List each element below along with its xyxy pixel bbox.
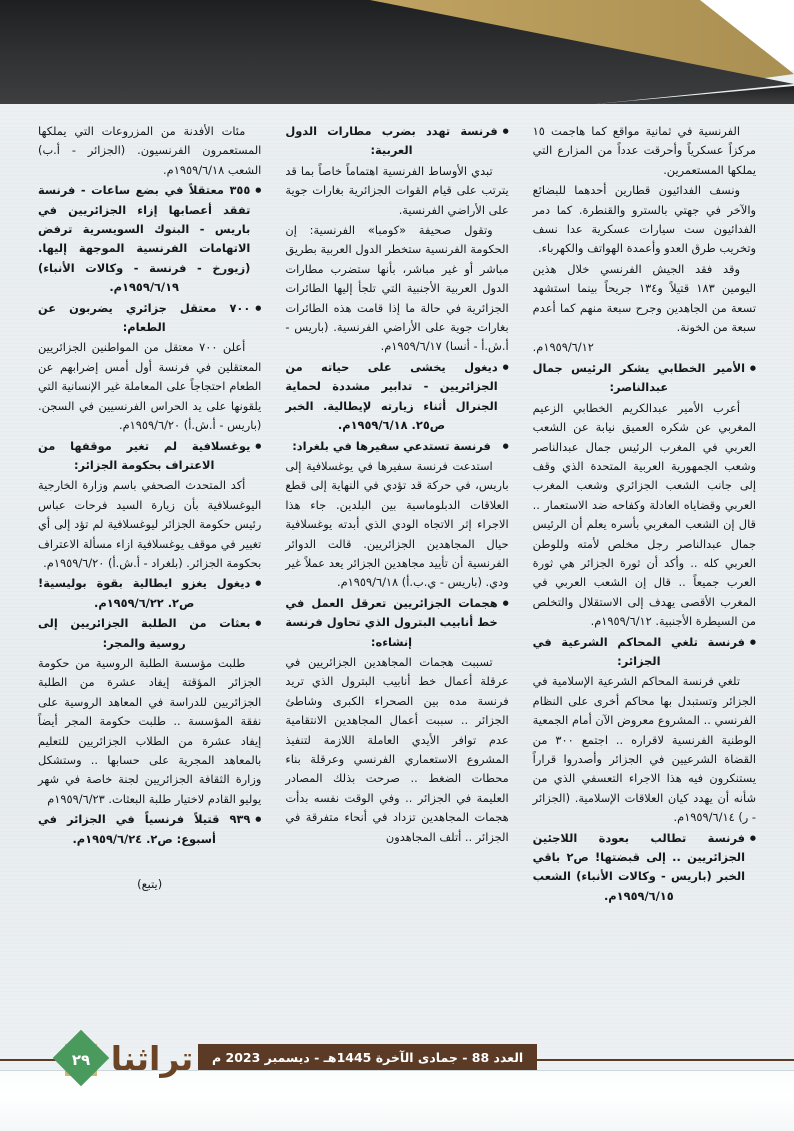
page-footer — [0, 1035, 794, 1131]
footer-content — [0, 1035, 794, 1085]
news-headline: ● فرنسة تطالب بعودة اللاجئين الجزائريين .. إلى قبضتها! ص٢ باقي الخبر (باريس - وكالات الأنباء) الشعب ١٩٥٩/٦/١٥م. — [533, 829, 756, 907]
news-headline: ● فرنسة تهدد بضرب مطارات الدول العربية: — [285, 122, 508, 161]
issue-banner: العدد 88 - جمادى الآخرة 1445هـ - ديسمبر 2023 م — [198, 1044, 537, 1070]
news-headline: ● هجمات الجزائريين تعرقل العمل في خط أنابيب البترول الذي تحاول فرنسة إنشاءه: — [285, 594, 508, 652]
news-headline: ● ٩٣٩ قتيلاً فرنسياً في الجزائر في أسبوع: ص٢. ١٩٥٩/٦/٢٤م. — [38, 810, 261, 849]
paragraph: أكد المتحدث الصحفي باسم وزارة الخارجية اليوغسلافية بأن زيارة السيد فرحات عباس رئيس حكومة الجزائر ليوغسلافية لم تؤد إلى أي تغيير في موقف يوغسلافية ازاء مسألة الاعتراف بحكومة الجزائر. (بلغراد - أ.ش.أ) ١٩٥٩/٦/٢٠م. — [38, 478, 262, 570]
column-middle — [273, 122, 520, 1032]
news-headline: ● الأمير الخطابي يشكر الرئيس جمال عبدالناصر: — [533, 359, 756, 398]
news-headline: ● يوغسلافية لم تغير موقفها من الاعتراف بحكومة الجزائر: — [38, 437, 261, 476]
page-number: ٢٩ — [71, 1051, 91, 1069]
news-headline: ● ديغول يغزو ايطالية بقوة بوليسية! ص٢. ١٩٥٩/٦/٢٢م. — [38, 574, 261, 613]
article-columns — [26, 122, 768, 1032]
news-headline: ● ٧٠٠ معتقل جزائري يضربون عن الطعام: — [38, 299, 261, 338]
source-line: ١٩٥٩/٦/١٢م. — [532, 340, 594, 355]
paragraph: تبدي الأوساط الفرنسية اهتماماً خاصاً بما قد يترتب على قيام القوات الجزائرية بغارات جوية على الأراضي الفرنسية. — [285, 163, 509, 217]
paragraph: مئات الأفدنة من المزروعات التي يملكها المستعمرون الفرنسيون. (الجزائر - أ.ب) الشعب ١٩٥٩/٦/١٨م. — [38, 124, 262, 177]
paragraph: تلغي فرنسة المحاكم الشرعية الإسلامية في الجزائر وتستبدل بها محاكم أخرى على النظام الفرنسي .. المشروع معروض الآن أمام الجمعية الوطنية الفرنسية لاقراره .. اجتمع ٣٠٠ من القضاة الشرعيين في الجزائر وأصدروا قراراً يستنكرون فيه هذا الاجراء التعسفي الذي من شأنه أن يهدد كيان العلاقات الإسلامية. (الجزائر - ر) ١٩٥٩/٦/١٤م. — [532, 674, 756, 825]
news-headline: ● بعثات من الطلبة الجزائريين إلى روسية والمجر: — [38, 614, 261, 653]
news-headline: ● ٣٥٥ معتقلاً في بضع ساعات - فرنسة تفقد أعصابها إزاء الجزائريين في باريس - البنوك السويسرية ترفض الاتهامات الفرنسية الموجهة إليها. (زيورخ - فرنسة - وكالات الأنباء) ١٩٥٩/٦/١٩م. — [38, 181, 261, 297]
news-headline: ● فرنسة تلغي المحاكم الشرعية في الجزائر: — [533, 633, 756, 672]
paragraph: الفرنسية في ثمانية مواقع كما هاجمت ١٥ مركزاً عسكرياً وأحرقت عدداً من المزارع التي يملكها المستعمرين. — [532, 124, 756, 177]
news-headline: ● ديغول يخشى على حياته من الجزائريين - تدابير مشددة لحماية الجنرال أثناء زيارته لإيطالية. الخبر ص٢٥. ١٩٥٩/٦/١٨م. — [285, 358, 508, 436]
paragraph: أعلن ٧٠٠ معتقل من المواطنين الجزائريين المعتقلين في فرنسة أول أمس إضرابهم عن الطعام احتجاجاً على المعاملة غير الإنسانية التي يلقونها على يد الحراس الفرنسيين في السجن. (باريس - أ.ش.أ) ١٩٥٩/٦/٢٠م. — [38, 340, 262, 433]
paragraph: طلبت مؤسسة الطلبة الروسية من حكومة الجزائر المؤقتة إيفاد عشرة من الطلبة الجزائريين للدراسة في المعاهد الروسية على نفقة المؤسسة .. طلبت حكومة المجر أيضاً إيفاد عشرة من الطلاب الجزائريين للتعليم بالمعاهد المجرية على حسابها .. وستشكل وزارة الثقافة الجزائريين لجنة خاصة في شهر يوليو القادم لاختيار طلبة البعثات. ١٩٥٩/٦/٢٣م — [38, 655, 262, 806]
continuation-marker: (يتبع) — [137, 877, 163, 892]
page-number-badge — [58, 1037, 104, 1083]
header-chevron-graphic — [0, 0, 794, 104]
column-left — [26, 122, 273, 1032]
news-headline: ● فرنسة تستدعي سفيرها في بلغراد: — [285, 437, 508, 456]
paragraph: تسببت هجمات المجاهدين الجزائريين في عرقلة أعمال خط أنابيب البترول الذي تريد فرنسة مده بين الصحراء الكبرى وشاطئ الجزائر .. سببت أعمال المجاهدين الانتقامية عدم توافر الأيدي العاملة اللازمة لتنفيذ المشروع الاستعماري الفرنسي وعرقلة بناء محطات الضغط .. صرحت بذلك المصادر العليمة في الجزائر .. وفي الوقت نفسه بدأت هجمات المجاهدين تزداد في أنحاء متفرقة في الجزائر .. أتلف المجاهدون — [285, 654, 509, 844]
magazine-masthead: تراثنا — [110, 1038, 194, 1078]
paragraph: وقد فقد الجيش الفرنسي خلال هذين اليومين ١٨٣ قتيلاً و١٣٤ جريحاً بينما استشهد تسعة من الجاهدين وجرح سبعة منهم كما أعدم سبعة من الخونة. — [532, 261, 756, 335]
header-decorative-band — [0, 0, 794, 104]
paragraph: وتقول صحيفة «كومبا» الفرنسية: إن الحكومة الفرنسية ستخطر الدول العربية بطريق مباشر أو غير مباشر، بأنها ستضرب مطارات الدول العربية الأجنبية التي تلجأ إليها الطائرات الجزائرية في حالة ما إذا قامت هذه الطائرات بغارات جوية على الأراضي الفرنسية. (باريس - أ.ش.أ - أنسا) ١٩٥٩/٦/١٧م. — [285, 223, 509, 354]
paragraph: استدعت فرنسة سفيرها في يوغسلافية إلى باريس، في حركة قد تؤدي في النهاية إلى قطع العلاقات الدبلوماسية بين البلدين. جاء هذا الاجراء إثر الاتجاه الودي الذي أبدته يوغسلافية حيال المجاهدين الجزائريين. قالت الدوائر الفرنسية أن تأييد مجاهدين الجزائر يعد عملاً غير ودي. (باريس - ي.ب.أ) ١٩٥٩/٦/١٨م. — [285, 458, 509, 590]
paragraph: أعرب الأمير عبدالكريم الخطابي الزعيم المغربي عن شكره العميق نيابة عن الشعب العربي في المغرب الرئيس جمال عبدالناصر وشعب الجمهورية العربية المتحدة الذي وقف إلى جانب الشعب الجزائري وشعب المغرب العربي وقضاياه العادلة وكفاحه ضد الاستعمار .. قال إن الشعب المغربي بأسره يعلم أن الرئيس جمال عبدالناصر رجل مخلص لأمته وللوطن العربي كله .. وأكد أن ثورة الجزائر هي ثورة العرب جميعاً .. قال إن الشعب العربي في المغرب الأقصى يهدف إلى الاستقلال والتخلص من السيطرة الأجنبية. ١٩٥٩/٦/١٢م. — [532, 400, 756, 629]
paragraph: ونسف الفدائيون قطارين أحدهما للبضائع والآخر في جهتي بالسترو والقنطرة. كما دمر الفدائيون ست سيارات عسكرية عدا نسف وتخريب طرق العدو وأعمدة الهواتف والكهرباء. — [532, 183, 756, 256]
column-right — [521, 122, 768, 1032]
